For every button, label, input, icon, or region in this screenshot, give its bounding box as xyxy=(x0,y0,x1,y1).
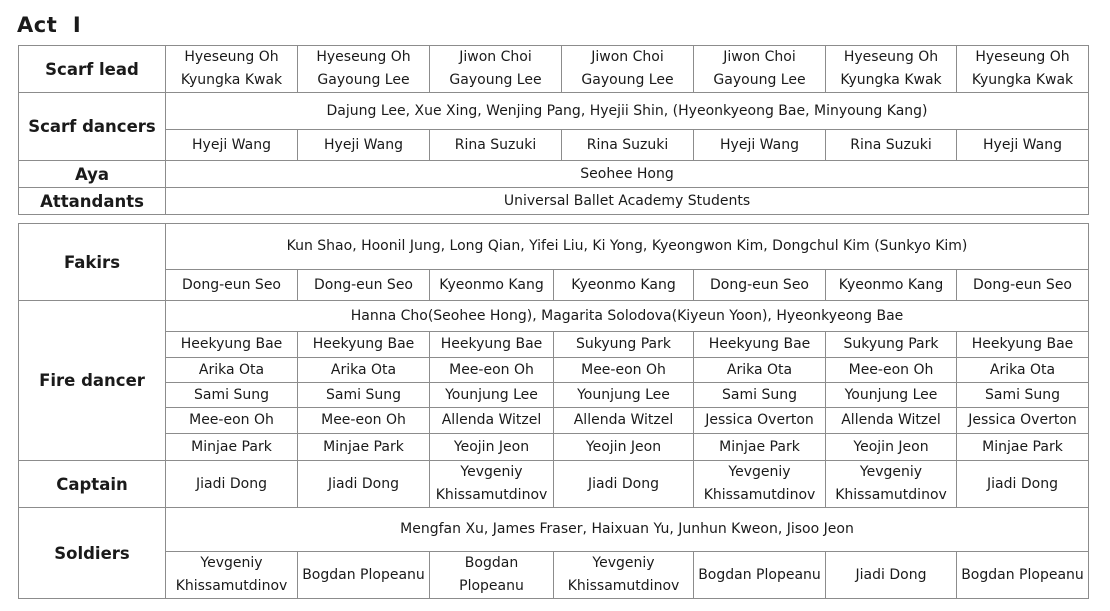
fire-dancer-row xyxy=(19,408,1089,434)
cast-cell: Jiadi Dong xyxy=(298,461,430,508)
cast-cell: Allenda Witzel xyxy=(826,408,957,434)
cast-cell: Heekyung Bae xyxy=(694,332,826,358)
cast-cell: Hyeji Wang xyxy=(957,130,1089,161)
role-label: Soldiers xyxy=(19,508,166,599)
group-cell: Hanna Cho(Seohee Hong), Magarita Solodova(Kiyeun Yoon), Hyeonkyeong Bae xyxy=(166,301,1089,332)
cast-cell: Bogdan Plopeanu xyxy=(298,552,430,599)
fire-dancer-row xyxy=(19,332,1089,358)
fakirs-group-row xyxy=(19,224,1089,270)
cast-cell: Hyeji Wang xyxy=(298,130,430,161)
cast-cell: Arika Ota xyxy=(694,358,826,383)
cast-cell: Yevgeniy Khissamutdinov xyxy=(694,461,826,508)
attendants-row xyxy=(19,188,1089,215)
role-label: Scarf lead xyxy=(19,46,166,93)
fakirs-row xyxy=(19,270,1089,301)
cast-cell: Mee-eon Oh xyxy=(430,358,554,383)
cast-cell: Hyeji Wang xyxy=(166,130,298,161)
role-label: Aya xyxy=(19,161,166,188)
cast-cell: Jiwon Choi Gayoung Lee xyxy=(430,46,562,93)
group-cell: Mengfan Xu, James Fraser, Haixuan Yu, Junhun Kweon, Jisoo Jeon xyxy=(166,508,1089,552)
cast-cell: Sami Sung xyxy=(166,383,298,408)
cast-cell: Yevgeniy Khissamutdinov xyxy=(554,552,694,599)
cast-cell: Jiadi Dong xyxy=(826,552,957,599)
cast-cell: Dong-eun Seo xyxy=(166,270,298,301)
group-cell: Dajung Lee, Xue Xing, Wenjing Pang, Hyejii Shin, (Hyeonkyeong Bae, Minyoung Kang) xyxy=(166,93,1089,130)
cast-cell: Minjae Park xyxy=(166,434,298,461)
cast-cell: Arika Ota xyxy=(957,358,1089,383)
cast-cell: Hyeseung Oh Kyungka Kwak xyxy=(957,46,1089,93)
cast-cell: Sami Sung xyxy=(694,383,826,408)
cast-cell: Rina Suzuki xyxy=(430,130,562,161)
cast-cell: Yeojin Jeon xyxy=(430,434,554,461)
cast-cell: Jiwon Choi Gayoung Lee xyxy=(694,46,826,93)
group-cell: Seohee Hong xyxy=(166,161,1089,188)
cast-cell: Bogdan Plopeanu xyxy=(694,552,826,599)
cast-cell: Bogdan Plopeanu xyxy=(430,552,554,599)
cast-cell: Yeojin Jeon xyxy=(554,434,694,461)
scarf-dancers-row xyxy=(19,130,1089,161)
fire-dancer-row xyxy=(19,383,1089,408)
soldiers-row xyxy=(19,552,1089,599)
cast-cell: Heekyung Bae xyxy=(298,332,430,358)
captain-row xyxy=(19,461,1089,508)
soldiers-group-row xyxy=(19,508,1089,552)
cast-cell: Hyeji Wang xyxy=(694,130,826,161)
cast-cell: Kyeonmo Kang xyxy=(826,270,957,301)
cast-cell: Allenda Witzel xyxy=(430,408,554,434)
cast-cell: Mee-eon Oh xyxy=(554,358,694,383)
cast-cell: Kyeonmo Kang xyxy=(554,270,694,301)
cast-cell: Jiadi Dong xyxy=(166,461,298,508)
cast-cell: Hyeseung Oh Kyungka Kwak xyxy=(166,46,298,93)
cast-cell: Heekyung Bae xyxy=(957,332,1089,358)
cast-cell: Mee-eon Oh xyxy=(298,408,430,434)
role-label: Fire dancer xyxy=(19,301,166,461)
group-cell: Kun Shao, Hoonil Jung, Long Qian, Yifei Liu, Ki Yong, Kyeongwon Kim, Dongchul Kim (Sunkyo Kim) xyxy=(166,224,1089,270)
cast-cell: Sami Sung xyxy=(298,383,430,408)
cast-cell: Arika Ota xyxy=(298,358,430,383)
fire-dancer-row xyxy=(19,358,1089,383)
cast-cell: Sukyung Park xyxy=(554,332,694,358)
cast-cell: Allenda Witzel xyxy=(554,408,694,434)
cast-table-1 xyxy=(18,45,1089,215)
cast-cell: Kyeonmo Kang xyxy=(430,270,554,301)
cast-cell: Sami Sung xyxy=(957,383,1089,408)
cast-cell: Jessica Overton xyxy=(694,408,826,434)
cast-cell: Younjung Lee xyxy=(554,383,694,408)
cast-cell: Jiwon Choi Gayoung Lee xyxy=(562,46,694,93)
fire-dancer-row xyxy=(19,434,1089,461)
cast-cell: Hyeseung Oh Gayoung Lee xyxy=(298,46,430,93)
cast-cell: Rina Suzuki xyxy=(826,130,957,161)
cast-cell: Yevgeniy Khissamutdinov xyxy=(166,552,298,599)
cast-cell: Mee-eon Oh xyxy=(826,358,957,383)
fire-dancer-group-row xyxy=(19,301,1089,332)
cast-cell: Yevgeniy Khissamutdinov xyxy=(826,461,957,508)
cast-cell: Mee-eon Oh xyxy=(166,408,298,434)
scarf-lead-row xyxy=(19,46,1089,93)
cast-cell: Younjung Lee xyxy=(826,383,957,408)
cast-cell: Sukyung Park xyxy=(826,332,957,358)
group-cell: Universal Ballet Academy Students xyxy=(166,188,1089,215)
role-label: Fakirs xyxy=(19,224,166,301)
cast-cell: Dong-eun Seo xyxy=(694,270,826,301)
act-title: Act I xyxy=(17,13,82,37)
cast-cell: Heekyung Bae xyxy=(166,332,298,358)
cast-cell: Jiadi Dong xyxy=(554,461,694,508)
cast-table-2 xyxy=(18,223,1089,599)
cast-cell: Arika Ota xyxy=(166,358,298,383)
aya-row xyxy=(19,161,1089,188)
scarf-dancers-group-row xyxy=(19,93,1089,130)
cast-cell: Rina Suzuki xyxy=(562,130,694,161)
cast-cell: Jessica Overton xyxy=(957,408,1089,434)
cast-cell: Hyeseung Oh Kyungka Kwak xyxy=(826,46,957,93)
cast-cell: Yeojin Jeon xyxy=(826,434,957,461)
cast-cell: Minjae Park xyxy=(694,434,826,461)
cast-cell: Bogdan Plopeanu xyxy=(957,552,1089,599)
cast-cell: Heekyung Bae xyxy=(430,332,554,358)
role-label: Captain xyxy=(19,461,166,508)
cast-cell: Dong-eun Seo xyxy=(957,270,1089,301)
role-label: Attandants xyxy=(19,188,166,215)
cast-cell: Yevgeniy Khissamutdinov xyxy=(430,461,554,508)
cast-cell: Dong-eun Seo xyxy=(298,270,430,301)
role-label: Scarf dancers xyxy=(19,93,166,161)
cast-cell: Minjae Park xyxy=(298,434,430,461)
cast-cell: Jiadi Dong xyxy=(957,461,1089,508)
cast-cell: Minjae Park xyxy=(957,434,1089,461)
cast-cell: Younjung Lee xyxy=(430,383,554,408)
